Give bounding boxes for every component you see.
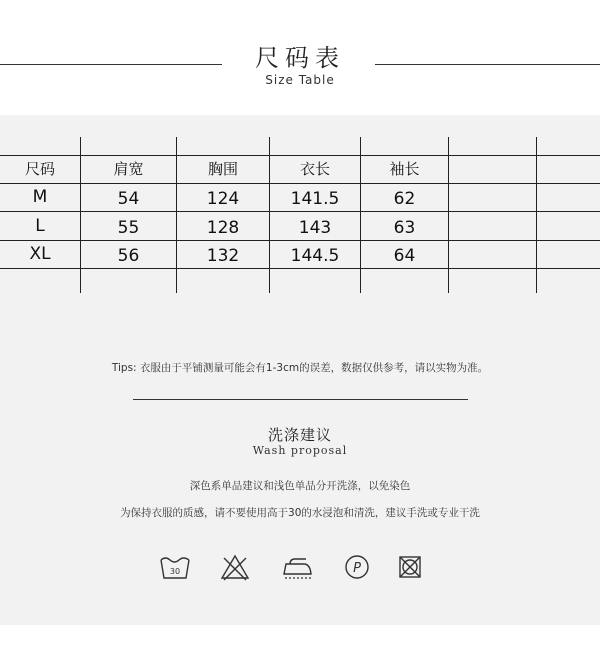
wash-30-icon bbox=[158, 550, 192, 584]
table-cell: 63 bbox=[393, 218, 416, 238]
bottom-margin bbox=[0, 625, 600, 647]
table-cell: 128 bbox=[206, 218, 240, 238]
care-instruction-1: 深色系单品建议和浅色单品分开洗涤，以免染色 bbox=[189, 480, 411, 492]
svg-text:30: 30 bbox=[169, 567, 181, 576]
table-cell: 62 bbox=[393, 189, 416, 209]
table-cell: 143 bbox=[298, 218, 332, 238]
table-cell: 56 bbox=[117, 246, 140, 266]
header bbox=[0, 0, 600, 115]
table-cell: 124 bbox=[206, 189, 240, 209]
table-header-cell: 衣长 bbox=[299, 160, 330, 178]
table-header-cell: 尺码 bbox=[24, 160, 55, 178]
section-divider bbox=[133, 399, 468, 400]
table-cell-size: M bbox=[32, 187, 48, 207]
table-header-cell: 肩宽 bbox=[113, 160, 144, 178]
table-cell-size: L bbox=[35, 216, 45, 236]
dry-clean-p-icon bbox=[340, 550, 374, 584]
table-col-divider bbox=[448, 137, 449, 293]
table-row-divider bbox=[0, 268, 600, 269]
care-instruction-2: 为保持衣服的质感，请不要使用高于30的水浸泡和清洗，建议手洗或专业干洗 bbox=[120, 507, 480, 519]
table-cell-size: XL bbox=[29, 244, 51, 264]
table-cell: 132 bbox=[206, 246, 240, 266]
table-col-divider bbox=[536, 137, 537, 293]
table-header-cell: 胸围 bbox=[207, 160, 238, 178]
table-row-divider bbox=[0, 155, 600, 156]
no-bleach-icon bbox=[218, 550, 252, 584]
table-cell: 55 bbox=[117, 218, 140, 238]
table-cell: 144.5 bbox=[290, 246, 340, 266]
page-title: 尺码表 bbox=[255, 44, 345, 72]
wash-title: 洗涤建议 bbox=[267, 426, 332, 444]
table-cell: 54 bbox=[117, 189, 140, 209]
table-cell: 141.5 bbox=[290, 189, 340, 209]
table-header-cell: 袖长 bbox=[389, 160, 420, 178]
table-row-divider bbox=[0, 240, 600, 241]
table-row-divider bbox=[0, 183, 600, 184]
tips-text: Tips: 衣服由于平铺测量可能会有1-3cm的误差，数据仅供参考，请以实物为准。 bbox=[111, 362, 489, 374]
wash-subtitle: Wash proposal bbox=[252, 444, 348, 457]
page-subtitle: Size Table bbox=[265, 73, 335, 87]
iron-icon bbox=[280, 550, 314, 584]
no-tumble-dry-icon bbox=[393, 550, 427, 584]
table-cell: 64 bbox=[393, 246, 416, 266]
svg-text:P: P bbox=[353, 561, 361, 576]
table-row-divider bbox=[0, 211, 600, 212]
